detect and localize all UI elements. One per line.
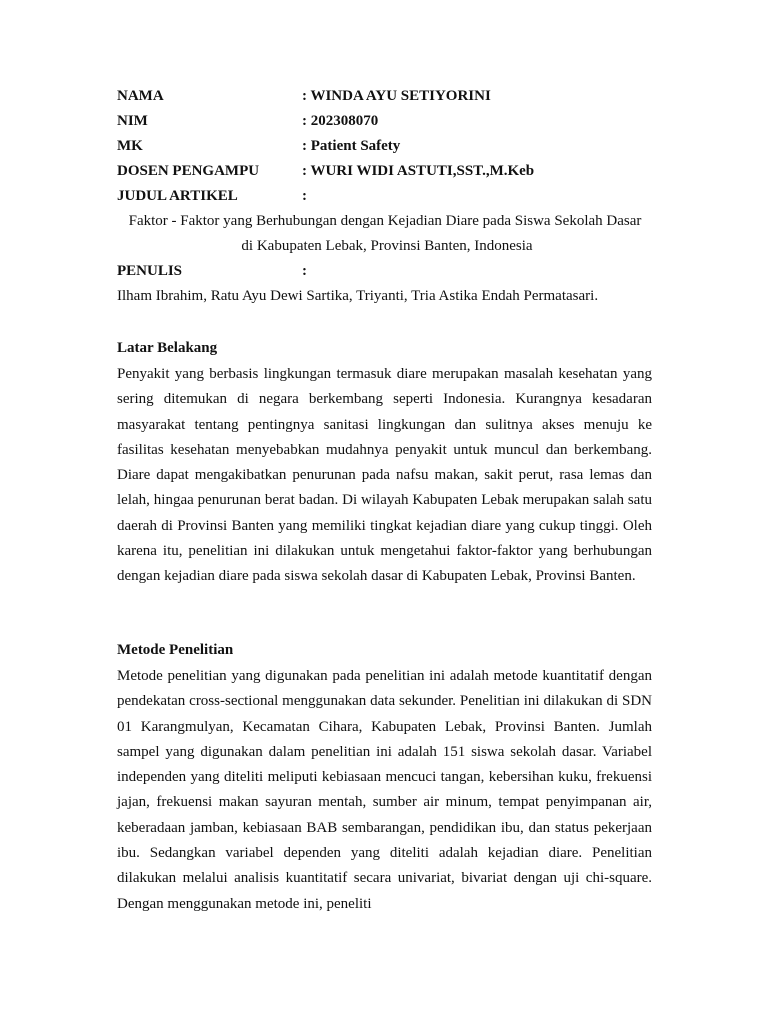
header-label: DOSEN PENGAMPU <box>117 163 260 179</box>
author-list: Ilham Ibrahim, Ratu Ayu Dewi Sartika, Triyanti, Tria Astika Endah Permatasari. <box>117 288 599 304</box>
header-row-nama <box>117 86 657 111</box>
section-paragraph: Metode penelitian yang digunakan pada penelitian ini adalah metode kuantitatif dengan pendekatan cross-sectional menggunakan data sekunder. Penelitian ini dilakukan di SDN 01 Karangmulyan, Kecamatan Cihara, Kabupaten Lebak, Provinsi Banten. Jumlah sampel yang digunakan dalam penelitian ini adalah 151 siswa sekolah dasar. Variabel independen yang diteliti meliputi kebiasaan mencuci tangan, kebersihan kuku, frekuensi jajan, frekuensi makan sayuran mentah, sumber air minum, tempat penyimpanan air, keberadaan jamban, kebiasaan BAB sembarangan, pendidikan ibu, dan status pekerjaan ibu. Sedangkan variabel dependen yang diteliti adalah kejadian diare. Penelitian dilakukan melalui analisis kuantitatif secara univariat, bivariat dengan uji chi-square. Dengan menggunakan metode ini, peneliti <box>117 668 652 912</box>
section-heading: Metode Penelitian <box>117 642 234 658</box>
section-latar-belakang <box>117 337 652 590</box>
section-heading: Latar Belakang <box>117 340 218 356</box>
article-title-line-1: Faktor - Faktor yang Berhubungan dengan Kejadian Diare pada Siswa Sekolah Dasar <box>128 213 642 229</box>
header-label: NAMA <box>117 88 164 104</box>
header-label: JUDUL ARTIKEL <box>117 188 238 204</box>
header-row-mk <box>117 136 657 161</box>
header-row-nim <box>117 111 657 136</box>
header-value: : WINDA AYU SETIYORINI <box>302 88 491 104</box>
header-row-penulis <box>117 261 657 286</box>
header-value: : <box>302 188 307 204</box>
article-title-line-2: di Kabupaten Lebak, Provinsi Banten, Indonesia <box>241 238 533 254</box>
header-label: MK <box>117 138 143 154</box>
header-value: : 202308070 <box>302 113 379 129</box>
header-row-judul <box>117 186 657 211</box>
section-paragraph: Penyakit yang berbasis lingkungan termasuk diare merupakan masalah kesehatan yang sering ditemukan di negara berkembang seperti Indonesia. Kurangnya kesadaran masyarakat tentang pentingnya sanitasi lingkungan dan sulitnya akses menuju ke fasilitas kesehatan menyebabkan mudahnya penyakit untuk muncul dan berkembang. Diare dapat mengakibatkan penurunan pada nafsu makan, sakit perut, rasa lemas dan lelah, hingaa penurunan berat badan. Di wilayah Kabupaten Lebak merupakan salah satu daerah di Provinsi Banten yang memiliki tingkat kejadian diare yang cukup tinggi. Oleh karena itu, penelitian ini dilakukan untuk mengetahui faktor-faktor yang berhubungan dengan kejadian diare pada siswa sekolah dasar di Kabupaten Lebak, Provinsi Banten. <box>117 366 652 585</box>
header-row-dosen <box>117 161 657 186</box>
header-value: : WURI WIDI ASTUTI,SST.,M.Keb <box>302 163 535 179</box>
header-value: : Patient Safety <box>302 138 401 154</box>
header-value: : <box>302 263 307 279</box>
header-label: NIM <box>117 113 148 129</box>
document-header <box>117 86 657 311</box>
header-label: PENULIS <box>117 263 183 279</box>
section-metode-penelitian <box>117 639 652 917</box>
